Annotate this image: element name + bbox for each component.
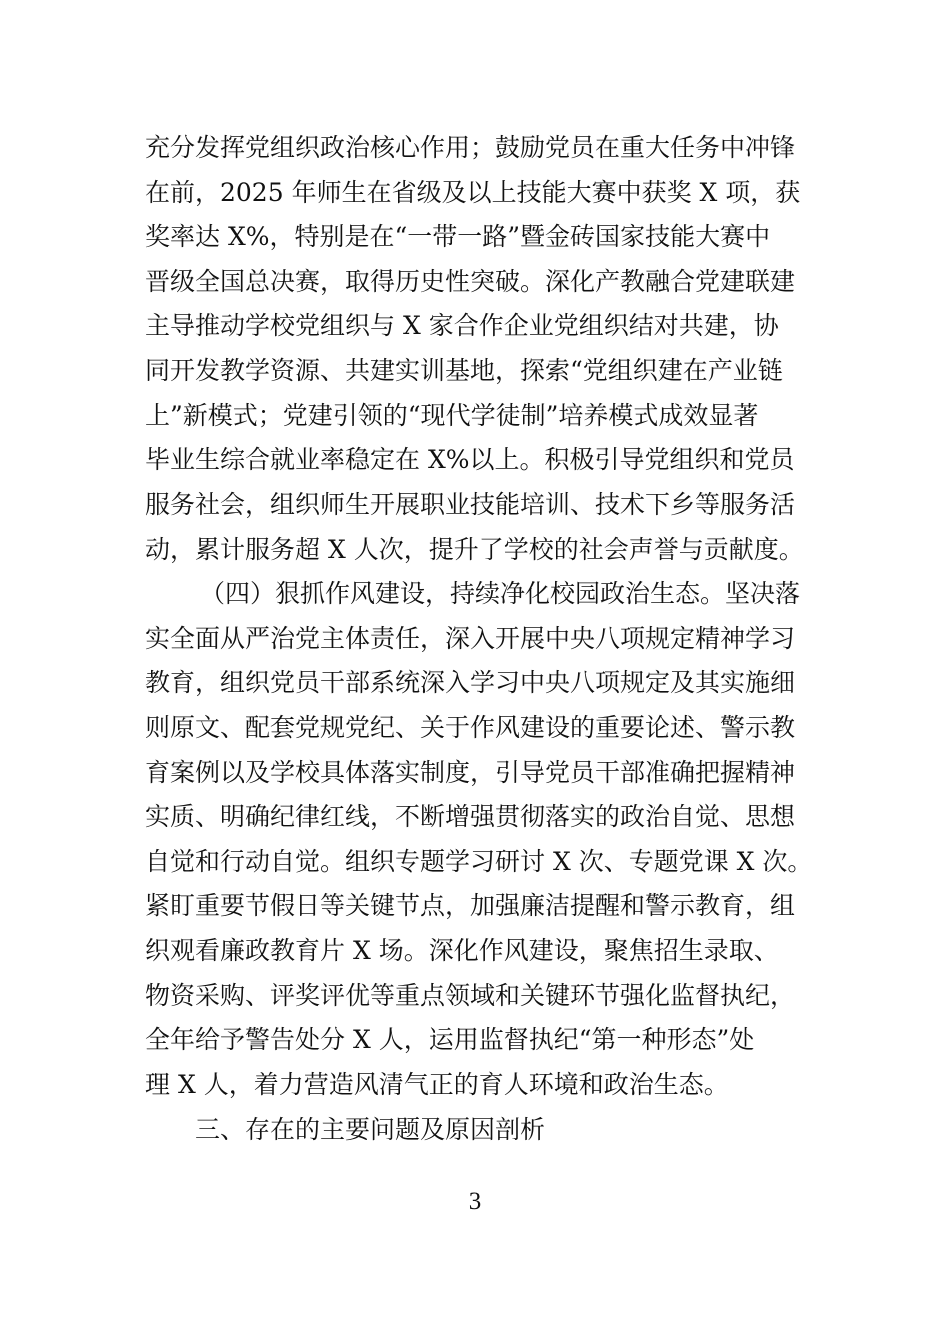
paragraph-line: 充分发挥党组织政治核心作用；鼓励党员在重大任务中冲锋: [145, 133, 796, 162]
paragraph-line: 全年给予警告处分 X 人，运用监督执纪“第一种形态”处: [145, 1025, 755, 1054]
paragraph-line: 织观看廉政教育片 X 场。深化作风建设，聚焦招生录取、: [145, 936, 779, 965]
page-number: 3: [468, 1188, 482, 1215]
paragraph-line: 教育，组织党员干部系统深入学习中央八项规定及其实施细: [145, 668, 796, 697]
paragraph-line: 实质、明确纪律红线，不断增强贯彻落实的政治自觉、思想: [145, 802, 796, 831]
paragraph-line: 自觉和行动自觉。组织专题学习研讨 X 次、专题党课 X 次。: [145, 847, 813, 876]
paragraph-line: 主导推动学校党组织与 X 家合作企业党组织结对共建，协: [145, 311, 779, 340]
paragraph-line: 动，累计服务超 X 人次，提升了学校的社会声誉与贡献度。: [145, 535, 804, 564]
paragraph-line: 奖率达 X%，特别是在“一带一路”暨金砖国家技能大赛中: [145, 222, 771, 251]
paragraph-line: 紧盯重要节假日等关键节点，加强廉洁提醒和警示教育，组: [145, 891, 796, 920]
paragraph-line: 物资采购、评奖评优等重点领域和关键环节强化监督执纪，: [145, 981, 796, 1010]
paragraph-line: （四）狠抓作风建设，持续净化校园政治生态。坚决落: [200, 579, 801, 608]
paragraph-line: 则原文、配套党规党纪、关于作风建设的重要论述、警示教: [145, 713, 796, 742]
paragraph-line: 晋级全国总决赛，取得历史性突破。深化产教融合党建联建: [145, 267, 796, 296]
paragraph-line: 毕业生综合就业率稳定在 X%以上。积极引导党组织和党员: [145, 445, 795, 474]
paragraph-line: 上”新模式；党建引领的“现代学徒制”培养模式成效显著: [145, 401, 759, 430]
paragraph-line: 理 X 人，着力营造风清气正的育人环境和政治生态。: [145, 1070, 729, 1099]
paragraph-line: 同开发教学资源、共建实训基地，探索“党组织建在产业链: [145, 356, 783, 385]
paragraph-line: 在前，2025 年师生在省级及以上技能大赛中获奖 X 项，获: [145, 178, 801, 207]
paragraph-line: 育案例以及学校具体落实制度，引导党员干部准确把握精神: [145, 758, 796, 787]
paragraph-line: 服务社会，组织师生开展职业技能培训、技术下乡等服务活: [145, 490, 796, 519]
paragraph-line: 实全面从严治党主体责任，深入开展中央八项规定精神学习: [145, 624, 796, 653]
section-heading: 三、存在的主要问题及原因剖析: [195, 1115, 546, 1144]
